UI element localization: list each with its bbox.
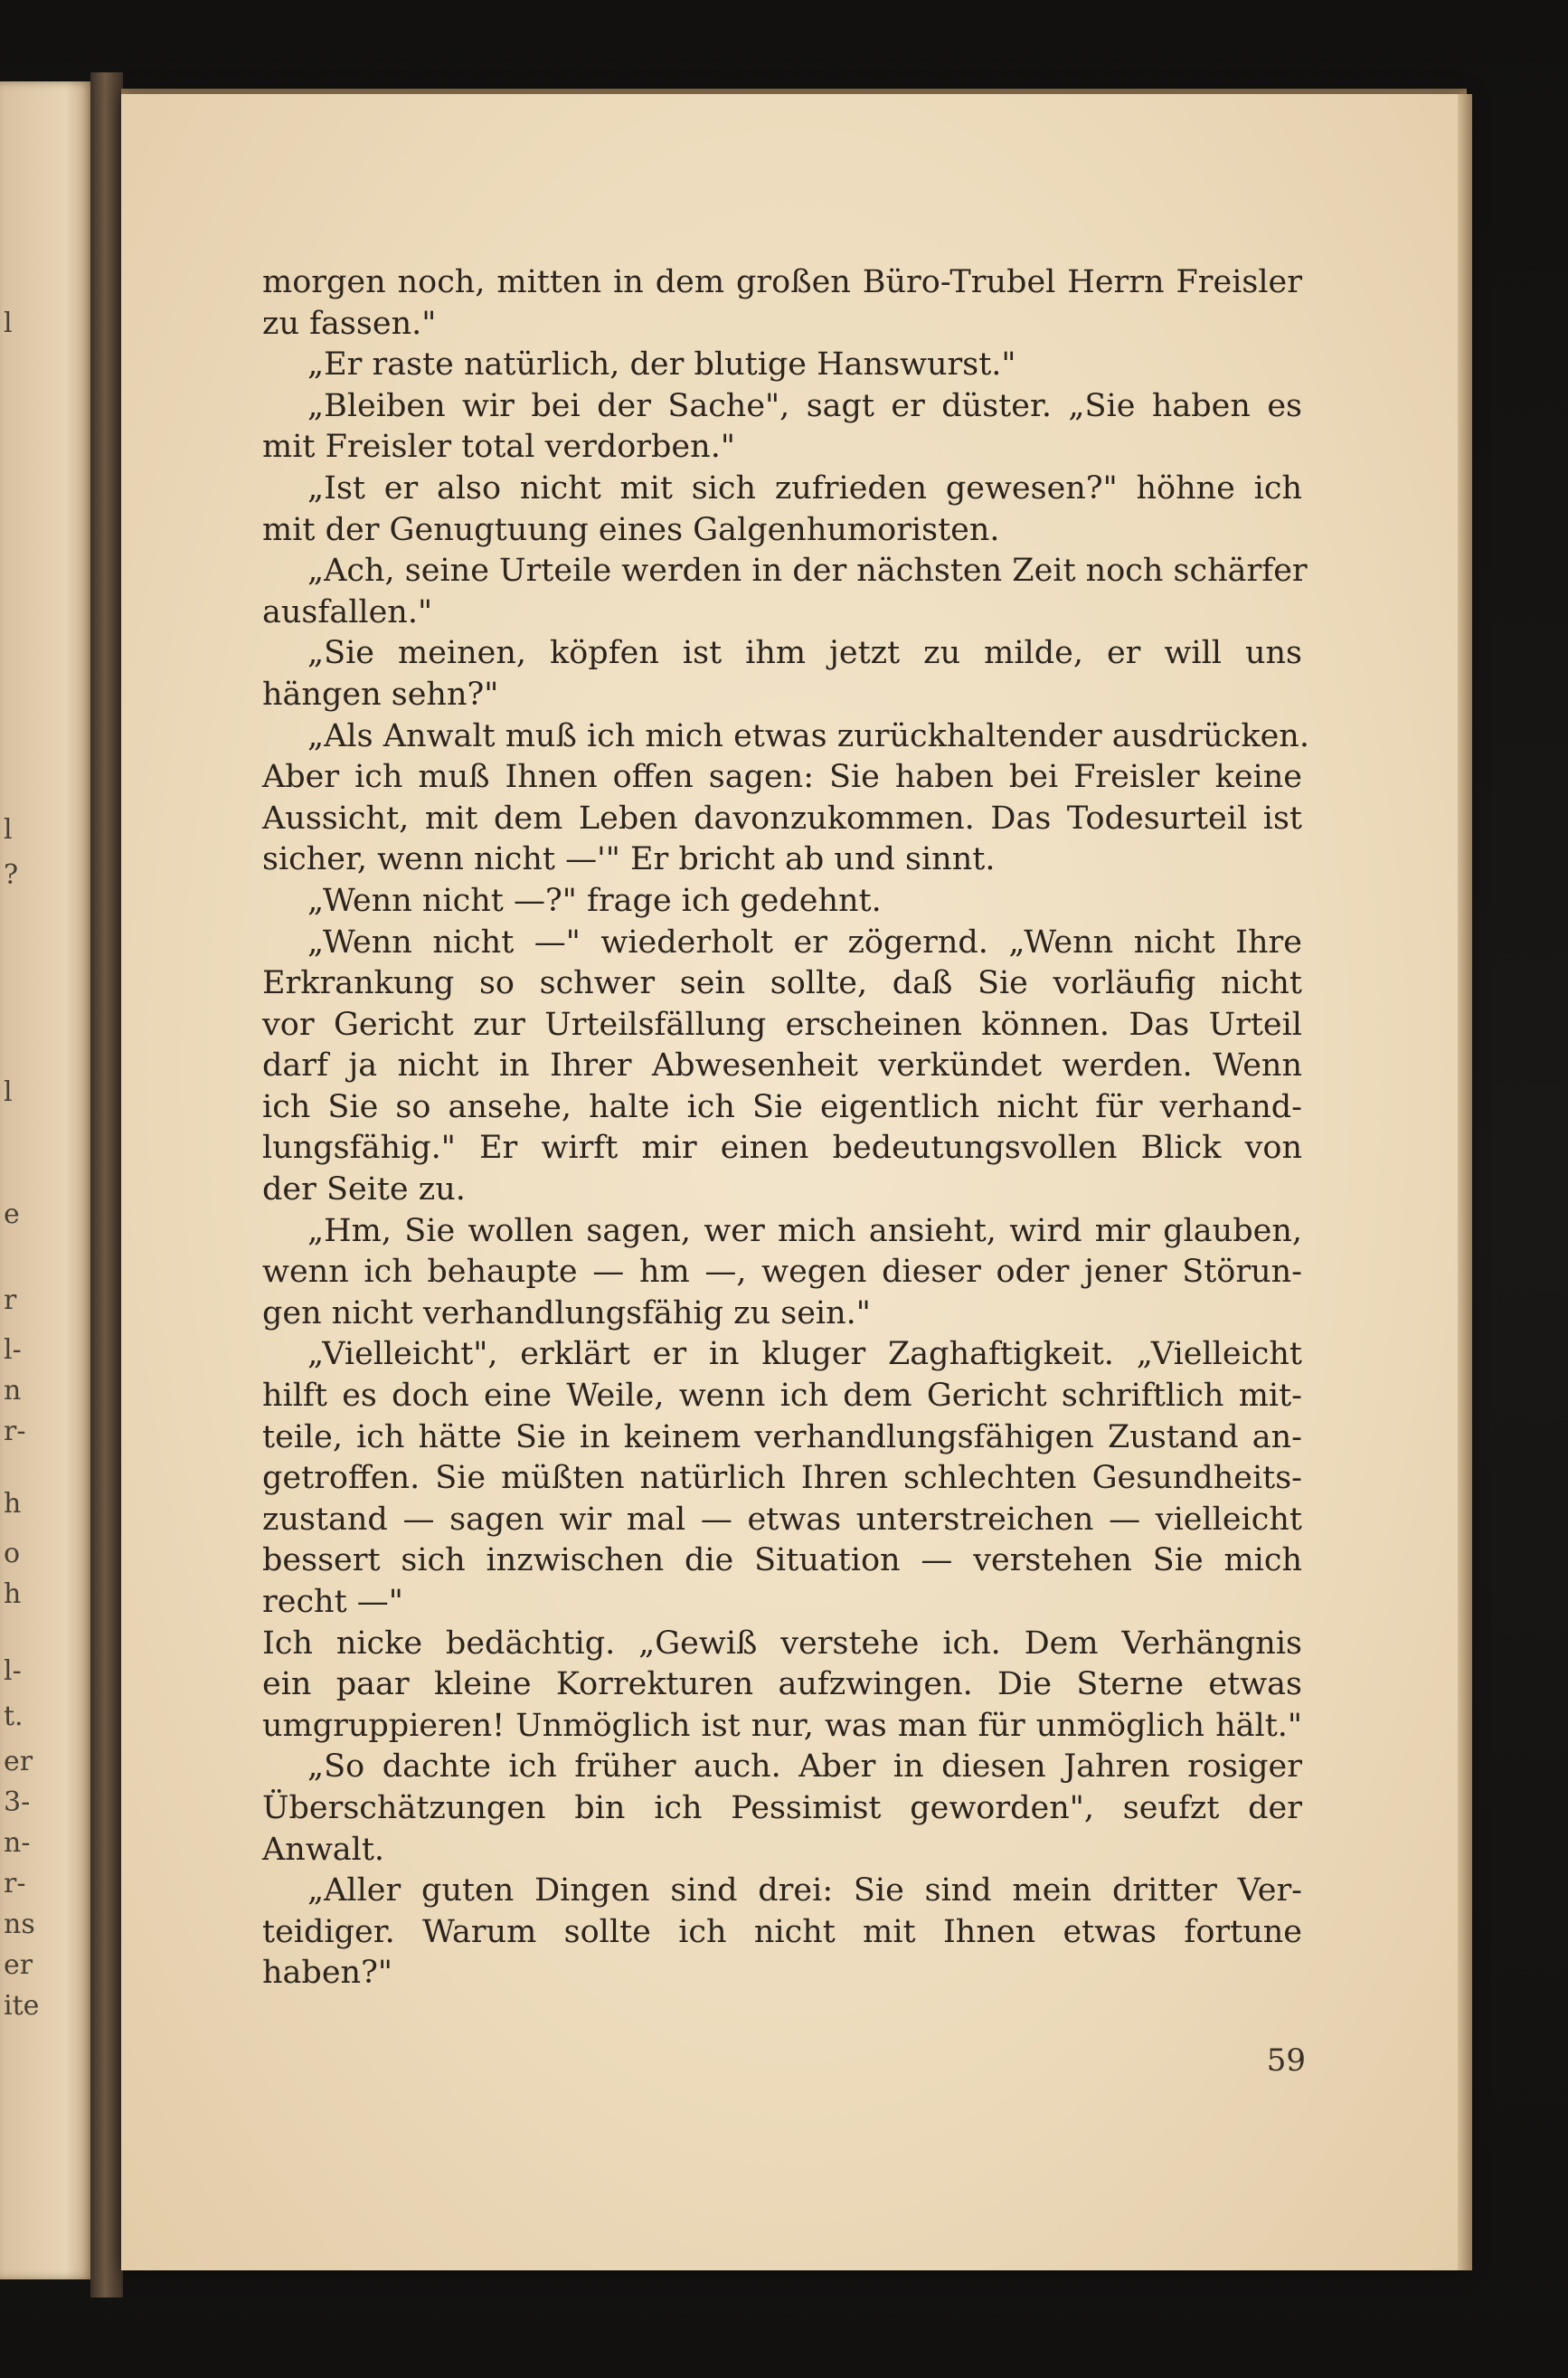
text-line: „Als Anwalt muß ich mich etwas zurückhaltender ausdrücken. bbox=[307, 717, 1309, 754]
text-line: getroffen. Sie müßten natürlich Ihren schlechten Gesundheits- bbox=[262, 1460, 1302, 1497]
text-line: Ich nicke bedächtig. „Gewiß verstehe ich. Dem Verhängnis bbox=[262, 1625, 1302, 1662]
text-line: „Er raste natürlich, der blutige Hanswurst." bbox=[307, 346, 1016, 384]
text-line: „Hm, Sie wollen sagen, wer mich ansieht, wird mir glauben, bbox=[307, 1212, 1302, 1249]
text-line: morgen noch, mitten in dem großen Büro-Trubel Herrn Freisler bbox=[262, 264, 1302, 300]
text-line: hilft es doch eine Weile, wenn ich dem Gericht schriftlich mit- bbox=[262, 1378, 1302, 1415]
margin-fragment: er bbox=[4, 1746, 33, 1777]
text-line: lungsfähig." Er wirft mir einen bedeutungsvollen Blick von bbox=[262, 1130, 1302, 1167]
text-line: bessert sich inzwischen die Situation — verstehen Sie mich bbox=[262, 1542, 1302, 1579]
text-line: Aussicht, mit dem Leben davonzukommen. Das Todesurteil ist bbox=[262, 800, 1302, 837]
margin-fragment: r- bbox=[4, 1868, 26, 1900]
text-line: „Wenn nicht —" wiederholt er zögernd. „Wenn nicht Ihre bbox=[307, 924, 1302, 961]
margin-fragment: n- bbox=[4, 1827, 31, 1859]
margin-fragment: r bbox=[4, 1284, 17, 1316]
margin-fragment: r- bbox=[4, 1416, 26, 1447]
margin-fragment: n bbox=[4, 1375, 22, 1407]
text-line: zustand — sagen wir mal — etwas unterstreichen — vielleicht bbox=[262, 1501, 1302, 1538]
text-line: mit der Genugtuung eines Galgenhumoristen. bbox=[262, 511, 1000, 548]
margin-fragment: t. bbox=[4, 1701, 24, 1732]
margin-fragment: l bbox=[4, 308, 13, 339]
margin-fragment: l bbox=[4, 1076, 13, 1108]
text-line: gen nicht verhandlungsfähig zu sein." bbox=[262, 1294, 871, 1331]
text-line: Überschätzungen bin ich Pessimist geworden", seufzt der bbox=[262, 1789, 1302, 1826]
text-line: „Wenn nicht —?" frage ich gedehnt. bbox=[307, 882, 882, 919]
text-line: haben?" bbox=[262, 1955, 392, 1992]
text-line: teidiger. Warum sollte ich nicht mit Ihnen etwas fortune bbox=[262, 1913, 1302, 1950]
page-number: 59 bbox=[1266, 2042, 1306, 2079]
previous-page-edge bbox=[0, 81, 94, 2279]
margin-fragment: h bbox=[4, 1578, 22, 1610]
text-line: vor Gericht zur Urteilsfällung erscheinen können. Das Urteil bbox=[262, 1006, 1302, 1043]
page-text bbox=[262, 262, 1309, 1994]
margin-fragment: l- bbox=[4, 1655, 22, 1687]
book-gutter bbox=[90, 72, 123, 2297]
text-line: ein paar kleine Korrekturen aufzwingen. Die Sterne etwas bbox=[262, 1666, 1302, 1703]
text-line: wenn ich behaupte — hm —, wegen dieser oder jener Störun- bbox=[262, 1254, 1302, 1291]
text-line: umgruppieren! Unmöglich ist nur, was man für unmöglich hält." bbox=[262, 1707, 1302, 1744]
margin-fragment: ? bbox=[4, 859, 19, 891]
text-line: mit Freisler total verdorben." bbox=[262, 429, 735, 466]
text-line: ausfallen." bbox=[262, 593, 433, 630]
page-right-edge bbox=[1458, 94, 1472, 2270]
text-line: Aber ich muß Ihnen offen sagen: Sie haben bei Freisler keine bbox=[262, 759, 1302, 796]
text-line: „Ach, seine Urteile werden in der nächsten Zeit noch schärfer bbox=[307, 553, 1308, 590]
text-line: „Sie meinen, köpfen ist ihm jetzt zu milde, er will uns bbox=[307, 635, 1302, 672]
margin-fragment: e bbox=[4, 1198, 20, 1230]
text-line: „Bleiben wir bei der Sache", sagt er düster. „Sie haben es bbox=[307, 387, 1302, 424]
text-line: darf ja nicht in Ihrer Abwesenheit verkündet werden. Wenn bbox=[262, 1047, 1302, 1085]
text-line: ich Sie so ansehe, halte ich Sie eigentlich nicht für verhand- bbox=[262, 1088, 1302, 1125]
margin-fragment: ns bbox=[4, 1909, 35, 1940]
text-line: „Ist er also nicht mit sich zufrieden gewesen?" höhne ich bbox=[307, 469, 1302, 507]
text-line: Anwalt. bbox=[262, 1831, 385, 1868]
margin-fragment: o bbox=[4, 1538, 21, 1569]
margin-fragment: l bbox=[4, 814, 13, 846]
margin-fragment: er bbox=[4, 1949, 33, 1981]
text-line: „So dachte ich früher auch. Aber in diesen Jahren rosiger bbox=[307, 1748, 1302, 1786]
text-line: Erkrankung so schwer sein sollte, daß Sie vorläufig nicht bbox=[262, 965, 1302, 1002]
margin-fragment: h bbox=[4, 1488, 22, 1520]
margin-fragment: l- bbox=[4, 1334, 22, 1366]
text-line: „Vielleicht", erklärt er in kluger Zaghaftigkeit. „Vielleicht bbox=[307, 1336, 1302, 1373]
text-line: recht —" bbox=[262, 1584, 403, 1620]
text-line: „Aller guten Dingen sind drei: Sie sind mein dritter Ver- bbox=[307, 1872, 1302, 1909]
text-line: sicher, wenn nicht —'" Er bricht ab und sinnt. bbox=[262, 841, 996, 878]
text-line: zu fassen." bbox=[262, 305, 437, 342]
text-line: der Seite zu. bbox=[262, 1171, 466, 1208]
margin-fragment: 3- bbox=[4, 1786, 31, 1818]
text-line: teile, ich hätte Sie in keinem verhandlungsfähigen Zustand an- bbox=[262, 1418, 1302, 1455]
text-line: hängen sehn?" bbox=[262, 676, 499, 713]
margin-fragment: ite bbox=[4, 1990, 40, 2022]
